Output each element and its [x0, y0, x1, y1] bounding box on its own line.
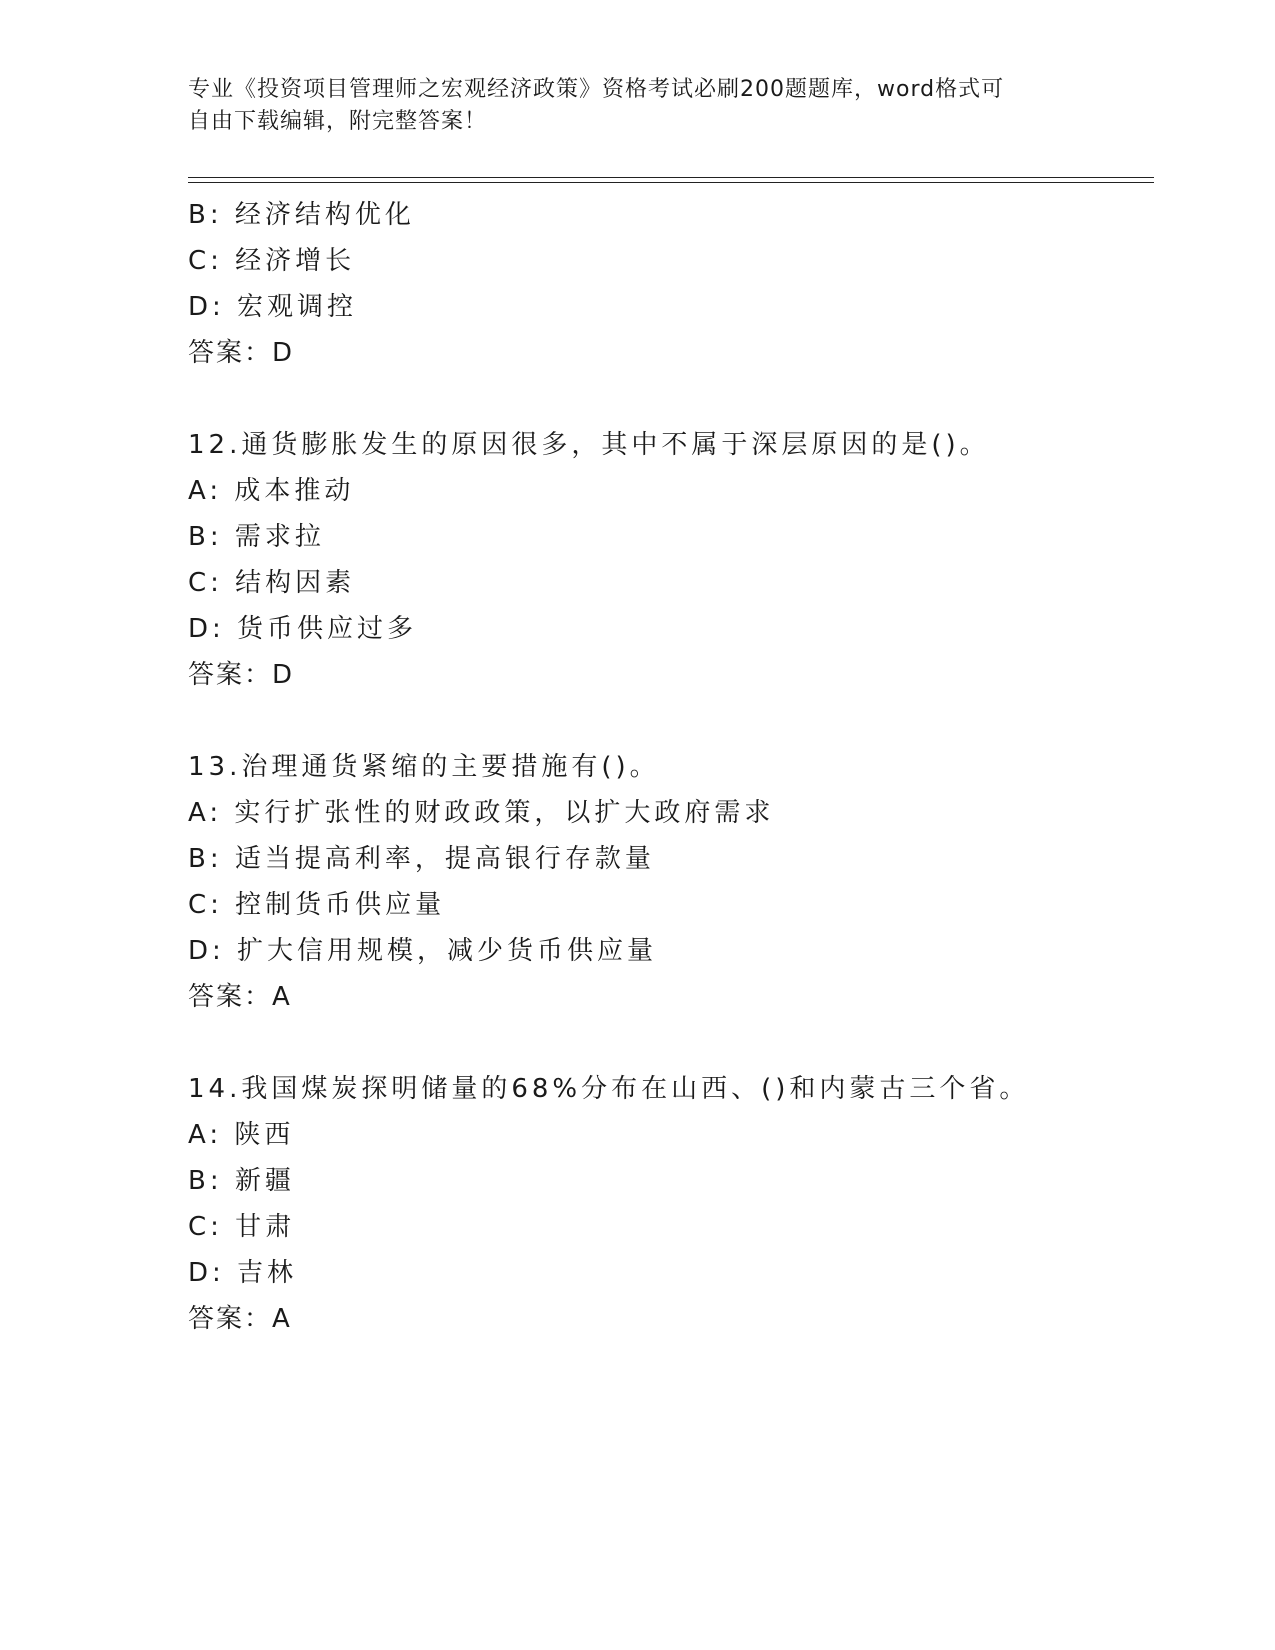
header-line-2: 自由下载编辑，附完整答案！ — [188, 109, 488, 134]
document-header — [188, 74, 1088, 138]
option-d: D: 扩大信用规模，减少货币供应量 — [188, 936, 658, 966]
option-b: B: 新疆 — [188, 1166, 295, 1196]
question-stem: 12.通货膨胀发生的原因很多，其中不属于深层原因的是()。 — [188, 430, 990, 460]
header-divider-top — [188, 177, 1154, 178]
option-c: C: 控制货币供应量 — [188, 890, 446, 920]
question-block-13 — [188, 744, 1148, 1020]
answer-line: 答案：A — [188, 982, 292, 1012]
question-list — [188, 192, 1148, 1342]
answer-line: 答案：D — [188, 338, 295, 368]
option-d: D: 吉林 — [188, 1258, 298, 1288]
option-c: C: 结构因素 — [188, 568, 356, 598]
option-a: A: 成本推动 — [188, 476, 355, 506]
option-a: A: 陕西 — [188, 1120, 295, 1150]
header-line-1: 专业《投资项目管理师之宏观经济政策》资格考试必刷200题题库，word格式可 — [188, 77, 1005, 102]
option-b: B: 经济结构优化 — [188, 200, 415, 230]
answer-line: 答案：A — [188, 1304, 292, 1334]
option-a: A: 实行扩张性的财政政策，以扩大政府需求 — [188, 798, 775, 828]
question-block-14 — [188, 1066, 1148, 1342]
option-d: D: 宏观调控 — [188, 292, 358, 322]
option-b: B: 适当提高利率，提高银行存款量 — [188, 844, 655, 874]
option-c: C: 甘肃 — [188, 1212, 296, 1242]
option-c: C: 经济增长 — [188, 246, 356, 276]
question-stem: 14.我国煤炭探明储量的68%分布在山西、()和内蒙古三个省。 — [188, 1074, 1030, 1104]
option-d: D: 货币供应过多 — [188, 614, 418, 644]
question-stem: 13.治理通货紧缩的主要措施有()。 — [188, 752, 660, 782]
question-block-12 — [188, 422, 1148, 698]
answer-line: 答案：D — [188, 660, 295, 690]
option-b: B: 需求拉 — [188, 522, 325, 552]
question-block-previous — [188, 192, 1148, 376]
header-divider-bottom — [188, 182, 1154, 183]
